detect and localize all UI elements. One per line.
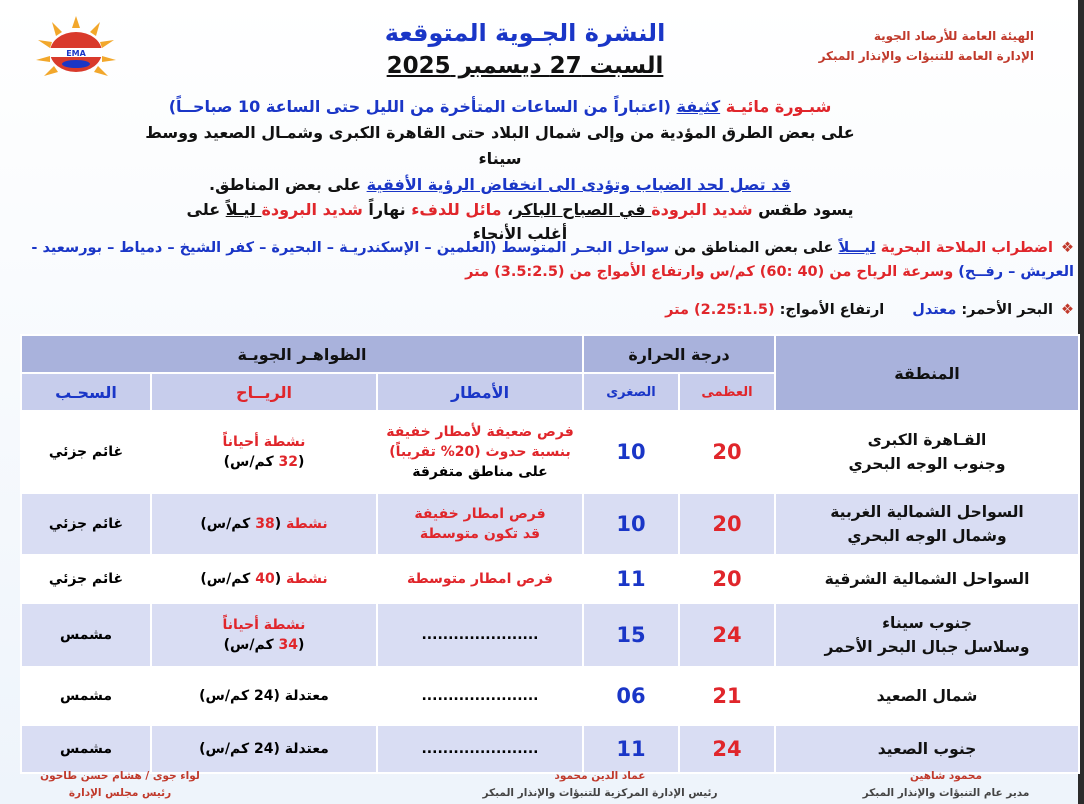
header-max: العظمى xyxy=(679,373,775,411)
wind-speed: 34 xyxy=(278,637,298,653)
marine-d: سواحل البحـر المتوسط (العلمين – الإسكندريـة – البحيرة – كفر الشيخ – دمياط – بورسعيد - العريش – رفــح) xyxy=(31,240,1074,280)
wind-cell xyxy=(151,411,377,493)
region-cell xyxy=(775,603,1079,667)
wind-line-1: نشطة أحياناً xyxy=(222,434,306,450)
wind-paren: ( xyxy=(297,637,305,653)
table-row xyxy=(21,411,1079,493)
wind-paren: ( xyxy=(274,571,282,587)
region-name-2: وشمال الوجه البحري xyxy=(847,527,1007,545)
region-cell xyxy=(775,411,1079,493)
rain-line-1: ...................... xyxy=(421,688,539,704)
rain-line-2: قد تكون متوسطة xyxy=(419,526,541,542)
general-p6: نهاراً xyxy=(362,200,412,219)
clouds-cell: مشمس xyxy=(21,667,151,725)
general-p5: مائل للدفء xyxy=(411,200,502,219)
wind-state: نشطة xyxy=(281,571,328,587)
diamond-bullet-icon: ❖ xyxy=(1061,302,1074,318)
general-p3: في الصباح الباكر xyxy=(513,200,652,219)
wind-cell xyxy=(151,603,377,667)
ema-logo-icon xyxy=(32,14,120,86)
bulletin-title-block xyxy=(360,16,690,82)
header-clouds: السحـب xyxy=(21,373,151,411)
clouds-cell: غائم جزئي xyxy=(21,493,151,555)
signature-name: عماد الدين محمود xyxy=(554,770,646,782)
marine-a: اضطراب الملاحة البحرية xyxy=(875,240,1053,256)
wind-paren: ( xyxy=(274,516,282,532)
rain-line-1: فرص ضعيفة لأمطار خفيفة xyxy=(386,424,574,440)
header-region: المنطقة xyxy=(775,335,1079,411)
region-cell xyxy=(775,555,1079,603)
rain-line-1: ...................... xyxy=(421,741,539,757)
bulletin-title: النشرة الجـوية المتوقعة xyxy=(384,19,666,47)
fog-dense: كثيفة xyxy=(676,97,721,116)
region-name: القـاهرة الكبرى xyxy=(867,431,987,449)
general-p2: شديد البرودة xyxy=(651,200,753,219)
signature-title: رئيس مجلس الإدارة xyxy=(68,787,172,799)
marine-warning xyxy=(14,236,1074,284)
general-p9: على أغلب الأنحاء xyxy=(186,200,568,243)
table-row xyxy=(21,603,1079,667)
marine-b: ليـــلاً xyxy=(838,240,876,256)
table-row xyxy=(21,667,1079,725)
clouds-cell: غائم جزئي xyxy=(21,555,151,603)
region-cell xyxy=(775,725,1079,773)
marine-e: وسرعة الرياح من xyxy=(824,264,959,280)
rain-cell xyxy=(377,555,583,603)
wind-unit: كم/س) xyxy=(223,637,279,653)
region-cell xyxy=(775,493,1079,555)
clouds-cell: مشمس xyxy=(21,725,151,773)
region-name-2: وسلاسل جبال البحر الأحمر xyxy=(824,638,1030,656)
fog-intro: شبـورة مائيـة xyxy=(720,97,832,116)
fog-areas: على بعض المناطق. xyxy=(209,175,367,194)
table-row xyxy=(21,493,1079,555)
header-phenomena: الظواهـر الجويـة xyxy=(21,335,583,373)
signature-name: لواء جوى / هشام حسن طاحون xyxy=(40,770,200,782)
wind-paren: ( xyxy=(297,454,305,470)
wind-speed: 38 xyxy=(255,516,275,532)
max-temp: 20 xyxy=(679,555,775,603)
fog-line-3 xyxy=(140,172,860,198)
rain-cell xyxy=(377,667,583,725)
region-name: جنوب سيناء xyxy=(882,614,972,632)
min-temp: 10 xyxy=(583,493,679,555)
red-sea-state-value: معتدل xyxy=(912,302,957,318)
bulletin-date: السبت 27 ديسمبر 2025 xyxy=(386,53,664,79)
marine-f: (40 :60) كم/س xyxy=(709,264,825,280)
table-row xyxy=(21,725,1079,773)
wind-speed: 32 xyxy=(278,454,298,470)
marine-c: على بعض المناطق من xyxy=(669,240,839,256)
region-name: شمال الصعيد xyxy=(876,687,978,705)
header-temperature: درجة الحرارة xyxy=(583,335,775,373)
rain-cell xyxy=(377,493,583,555)
organization-header xyxy=(819,26,1034,66)
fog-period: (اعتباراً من الساعات المتأخرة من الليل حتى الساعة 10 صباحــاً) xyxy=(168,97,677,116)
fog-line-1 xyxy=(140,94,860,120)
table-row xyxy=(21,555,1079,603)
min-temp: 11 xyxy=(583,555,679,603)
max-temp: 24 xyxy=(679,603,775,667)
rain-line-1: ...................... xyxy=(421,627,539,643)
region-name: السواحل الشمالية الشرقية xyxy=(824,570,1030,588)
fog-warning xyxy=(140,94,860,198)
max-temp: 21 xyxy=(679,667,775,725)
header-wind: الريــاح xyxy=(151,373,377,411)
signature-title: رئيس الإدارة المركزية للتنبؤات والإنذار المبكر xyxy=(482,787,718,799)
org-line-2: الإدارة العامة للتنبؤات والإنذار المبكر xyxy=(818,49,1034,63)
rain-cell xyxy=(377,603,583,667)
clouds-cell: مشمس xyxy=(21,603,151,667)
wind-speed: 40 xyxy=(255,571,275,587)
general-p8: ليـلاً xyxy=(225,200,262,219)
header-min: الصغرى xyxy=(583,373,679,411)
org-line-1: الهيئة العامة للأرصاد الجوية xyxy=(873,29,1034,43)
wind-cell xyxy=(151,555,377,603)
wind-cell xyxy=(151,725,377,773)
marine-h: (3.5:2.5) متر xyxy=(465,264,565,280)
signature-chairman xyxy=(30,768,210,802)
wind-line-1: معتدلة (24 كم/س) xyxy=(199,688,329,704)
rain-line-1: فرص امطار خفيفة xyxy=(414,506,546,522)
min-temp: 15 xyxy=(583,603,679,667)
red-sea-waves-label: ارتفاع الأمواج: xyxy=(774,302,885,318)
max-temp: 24 xyxy=(679,725,775,773)
region-cell xyxy=(775,667,1079,725)
rain-cell xyxy=(377,411,583,493)
signature-title: مدير عام التنبؤات والإنذار المبكر xyxy=(862,787,1030,799)
header-rain: الأمطار xyxy=(377,373,583,411)
rain-line-2: بنسبة حدوث (20% تقريباً) xyxy=(389,444,571,460)
wind-unit: كم/س) xyxy=(200,571,256,587)
max-temp: 20 xyxy=(679,411,775,493)
wind-unit: كم/س) xyxy=(200,516,256,532)
forecast-table xyxy=(20,334,1080,774)
fog-line-2: على بعض الطرق المؤدية من وإلى شمال البلاد حتى القاهرة الكبرى وشمـال الصعيد ووسط سيناء xyxy=(145,123,855,168)
min-temp: 06 xyxy=(583,667,679,725)
region-name-2: وجنوب الوجه البحري xyxy=(848,455,1006,473)
wind-cell xyxy=(151,493,377,555)
logo-text: EMA xyxy=(66,49,86,58)
general-p4: ، xyxy=(501,200,514,219)
wind-cell xyxy=(151,667,377,725)
min-temp: 11 xyxy=(583,725,679,773)
rain-cell xyxy=(377,725,583,773)
rain-line-3: على مناطق متفرقة xyxy=(412,464,548,480)
general-p7: شديد البرودة xyxy=(261,200,363,219)
signature-director xyxy=(846,768,1046,802)
wind-unit: كم/س) xyxy=(223,454,279,470)
red-sea-waves-value: (2.25:1.5) متر xyxy=(665,302,775,318)
min-temp: 10 xyxy=(583,411,679,493)
wind-line-1: معتدلة (24 كم/س) xyxy=(199,741,329,757)
wind-line-1: نشطة أحياناً xyxy=(222,617,306,633)
signature-central-head xyxy=(470,768,730,802)
max-temp: 20 xyxy=(679,493,775,555)
rain-line-1: فرص امطار متوسطة xyxy=(407,571,553,587)
fog-visibility: قد تصل لحد الضباب وتؤدى الى انخفاض الرؤية الأفقية xyxy=(366,175,791,194)
red-sea-state xyxy=(14,298,1074,322)
signature-name: محمود شاهين xyxy=(909,770,983,782)
region-name: جنوب الصعيد xyxy=(877,740,977,758)
clouds-cell: غائم جزئي xyxy=(21,411,151,493)
marine-g: وارتفاع الأمواج من xyxy=(564,264,710,280)
region-name: السواحل الشمالية الغربية xyxy=(830,503,1024,521)
red-sea-label: البحر الأحمر: xyxy=(956,302,1053,318)
diamond-bullet-icon: ❖ xyxy=(1061,240,1074,256)
wind-state: نشطة xyxy=(281,516,328,532)
general-p1: يسود طقس xyxy=(752,200,854,219)
